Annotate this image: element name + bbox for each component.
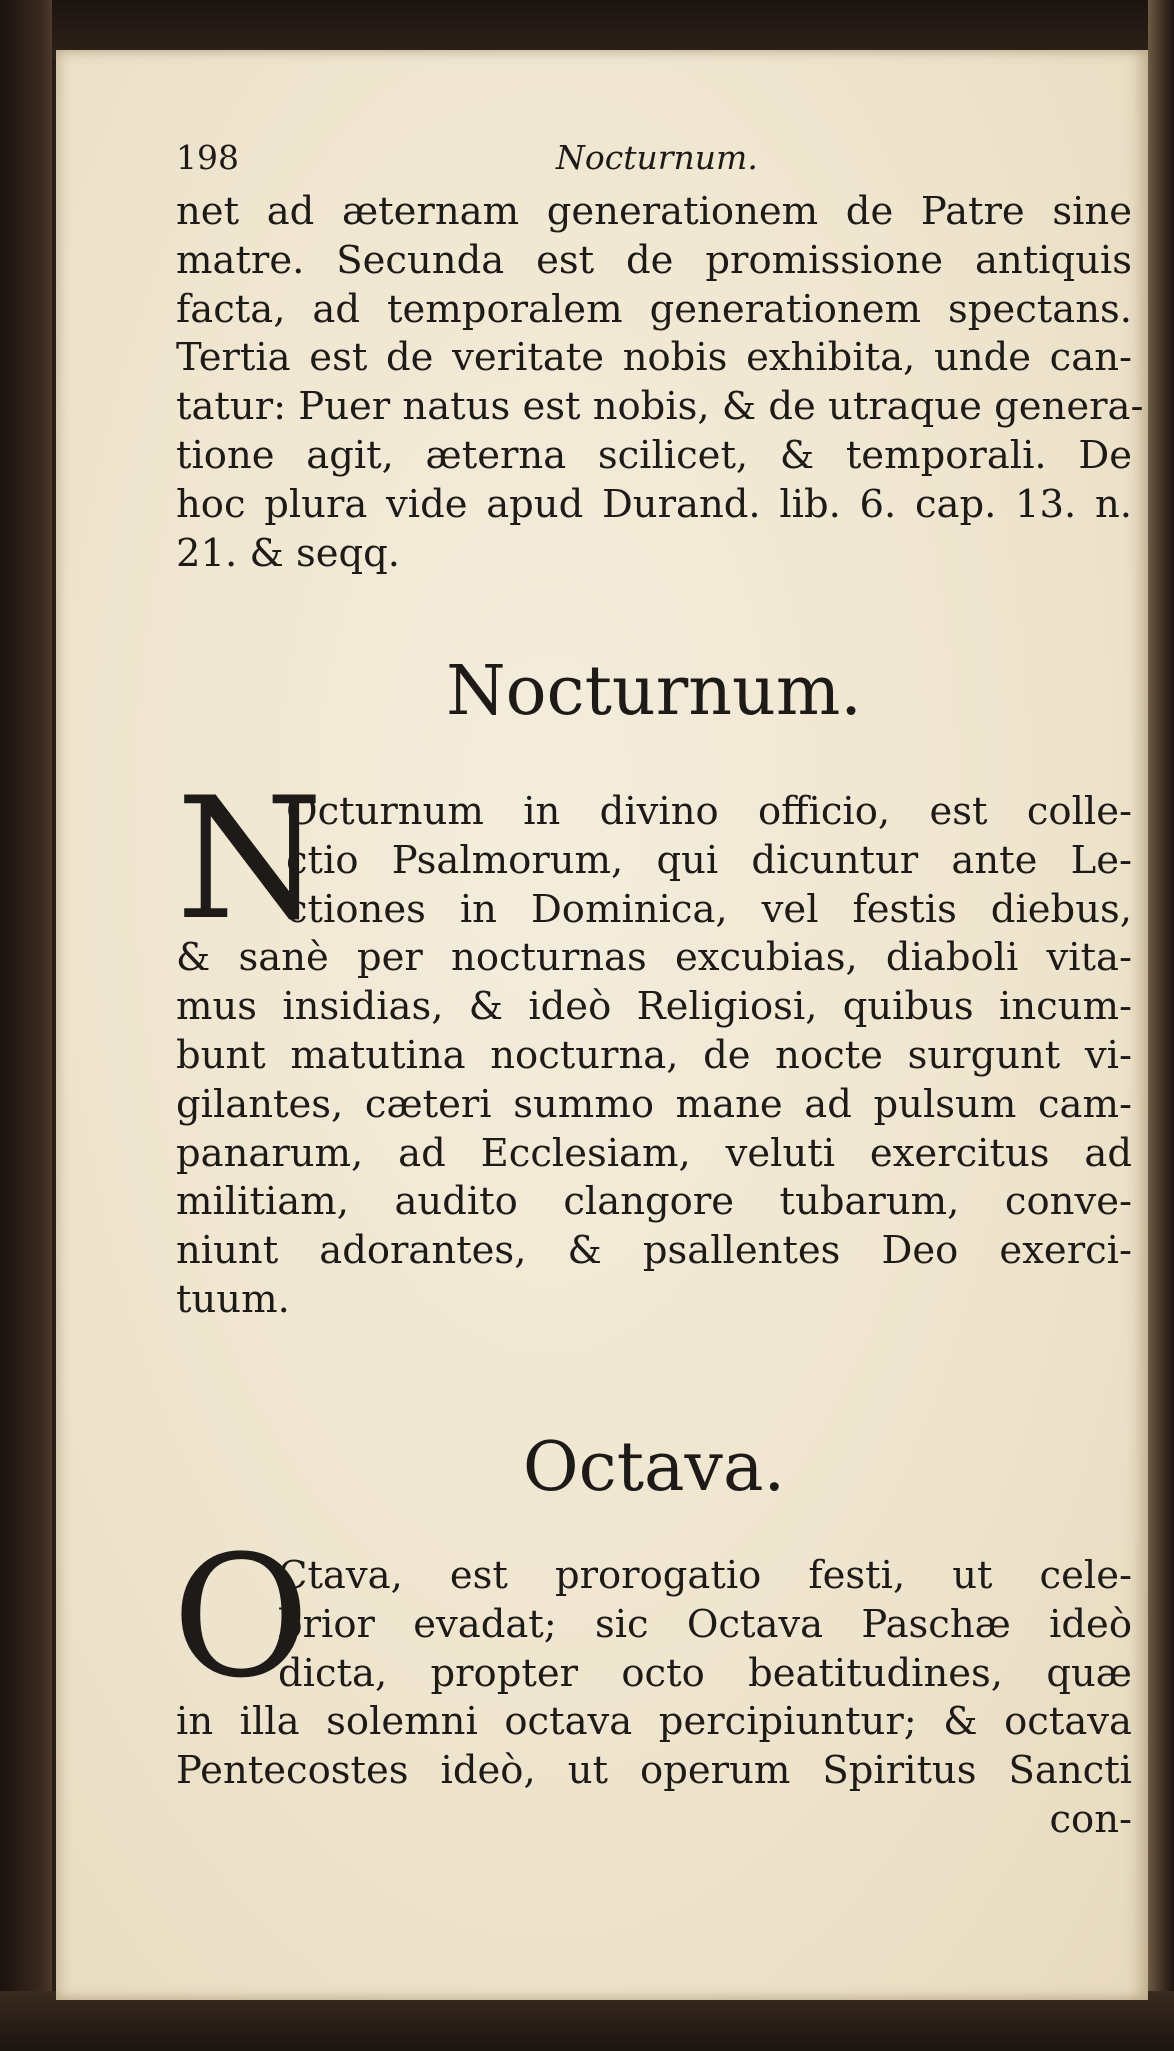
text-line: Ctava, est prorogatio festi, ut cele- — [278, 1553, 1132, 1598]
text-line: brior evadat; sic Octava Paschæ ideò — [278, 1601, 1132, 1647]
paragraph-nocturnum — [176, 788, 1132, 1325]
text-line: net ad æternam generationem de Patre sine — [176, 189, 1132, 234]
text-line: tuum. — [176, 1276, 290, 1322]
text-line: ctiones in Dominica, vel festis diebus, — [286, 886, 1132, 932]
text-line: 21. & seqq. — [176, 530, 401, 576]
text-line: facta, ad temporalem generationem spectans. — [176, 286, 1132, 332]
text-line: Pentecostes ideò, ut operum Spiritus Sancti — [176, 1748, 1132, 1794]
running-title: Nocturnum. — [556, 138, 758, 177]
page-number: 198 — [176, 138, 239, 177]
paragraph-octava — [176, 1552, 1132, 1845]
text-line: bunt matutina nocturna, de nocte surgunt vi- — [176, 1032, 1132, 1078]
text-line: gilantes, cæteri summo mane ad pulsum cam- — [176, 1081, 1132, 1127]
text-line: niunt adorantes, & psallentes Deo exerci- — [176, 1228, 1132, 1274]
drop-capital-o: O — [172, 1519, 310, 1715]
book-binding-bottom — [0, 1991, 1174, 2051]
text-line: mus insidias, & ideò Religiosi, quibus incum- — [176, 984, 1132, 1030]
book-binding-left — [0, 0, 52, 2051]
text-line: dicta, propter octo beatitudines, quæ — [278, 1650, 1132, 1696]
book-binding-right — [1148, 0, 1174, 2051]
text-line: matre. Secunda est de promissione antiquis — [176, 237, 1132, 283]
text-line: tione agit, æterna scilicet, & temporali. De — [176, 432, 1132, 478]
text-line: ctio Psalmorum, qui dicuntur ante Le- — [286, 837, 1132, 883]
text-line: in illa solemni octava percipiuntur; & octava — [176, 1699, 1132, 1745]
text-line: tatur: Puer natus est nobis, & de utraque genera- — [176, 384, 1144, 430]
page-header — [176, 138, 1132, 178]
text-line: & sanè per nocturnas excubias, diaboli vita- — [176, 935, 1132, 981]
text-line: militiam, audito clangore tubarum, conve- — [176, 1179, 1132, 1225]
catchword: con- — [1049, 1796, 1132, 1842]
paragraph-continuation — [176, 188, 1144, 578]
text-line: Octurnum in divino officio, est colle- — [286, 789, 1132, 834]
section-title-nocturnum: Nocturnum. — [446, 652, 862, 731]
text-line: Tertia est de veritate nobis exhibita, unde can- — [176, 335, 1132, 381]
drop-capital-n: N — [176, 761, 323, 957]
section-title-octava: Octava. — [522, 1428, 786, 1507]
text-line: panarum, ad Ecclesiam, veluti exercitus ad — [176, 1130, 1132, 1176]
text-line: hoc plura vide apud Durand. lib. 6. cap. 13. n. — [176, 481, 1132, 527]
